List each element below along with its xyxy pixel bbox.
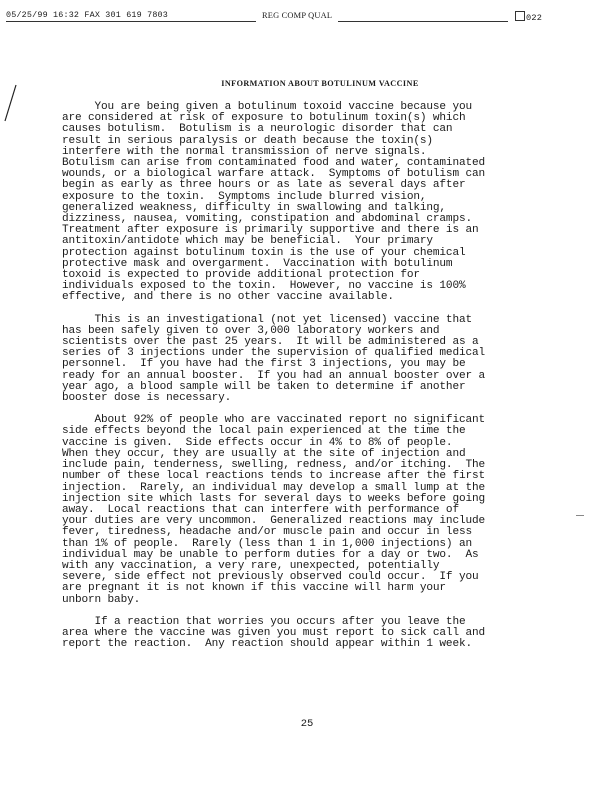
fax-header-rule	[338, 21, 508, 22]
document-title: INFORMATION ABOUT BOTULINUM VACCINE	[221, 79, 419, 88]
margin-pen-mark	[3, 84, 19, 122]
paragraph-reporting: If a reaction that worries you occurs after you leave the area where the vaccine was given you must report to sick call and report the reaction. Any reaction should appear within 1 week.	[62, 615, 485, 651]
margin-tick-mark	[576, 515, 584, 516]
fax-page-code: 022	[526, 13, 543, 23]
fax-department: REG COMP QUAL	[262, 11, 333, 20]
fax-header	[0, 9, 612, 25]
page-number: 25	[300, 718, 314, 730]
paragraph-investigational: This is an investigational (not yet licensed) vaccine that has been safely given to over 3,000 laboratory workers and scientists over the past 25 years. It will be administered as a series of 3 injections under the supervision of qualified medical personnel. If you have had the first 3 injections, you may be ready for an annual booster. If you had an annual booster over a year ago, a blood sample will be taken to determine if another booster dose is necessary.	[62, 313, 485, 405]
fax-datetime: 05/25/99 16:32 FAX 301 619 7803	[6, 10, 256, 22]
fax-page-box-icon	[515, 11, 525, 21]
paragraph-intro: You are being given a botulinum toxoid vaccine because you are considered at risk of exposure to botulinum toxin(s) which causes botulism. Botulism is a neurologic disorder that can result in serious paralysis or death because the toxin(s) interfere with the normal transmission of nerve signals. Botulism can arise from contaminated food and water, contaminated wounds, or a biological warfare attack. Symptoms of botulism can begin as early as three hours or as late as several days after exposure to the toxin. Symptoms include blurred vision, generalized weakness, difficulty in swallowing and talking, dizziness, nausea, vomiting, constipation and abdominal cramps. Treatment after exposure is primarily supportive and there is an antitoxin/antidote which may be beneficial. Your primary protection against botulinum toxin is the use of your chemical protective mask and overgarment. Vaccination with botulinum toxoid is expected to provide additional protection for individuals exposed to the toxin. However, no vaccine is 100% effective, and there is no other vaccine available.	[62, 101, 485, 304]
paragraph-side-effects: About 92% of people who are vaccinated report no significant side effects beyond the local pain experienced at the time the vaccine is given. Side effects occur in 4% to 8% of people. When they occur, they are usually at the site of injection and include pain, tenderness, swelling, redness, and/or itching. The number of these local reactions tends to increase after the first injection. Rarely, an individual may develop a small lump at the injection site which lasts for several days to weeks before going away. Local reactions that can interfere with performance of your duties are very uncommon. Generalized reactions may include fever, tiredness, headache and/or muscle pain and occur in less than 1% of people. Rarely (less than 1 in 1,000 injections) an individual may be unable to perform duties for a day or two. As with any vaccination, a very rare, unexpected, potentially severe, side effect not previously observed could occur. If you are pregnant it is not known if this vaccine will harm your unborn baby.	[62, 414, 485, 606]
fax-page-indicator	[515, 11, 542, 23]
document-body	[62, 102, 552, 661]
